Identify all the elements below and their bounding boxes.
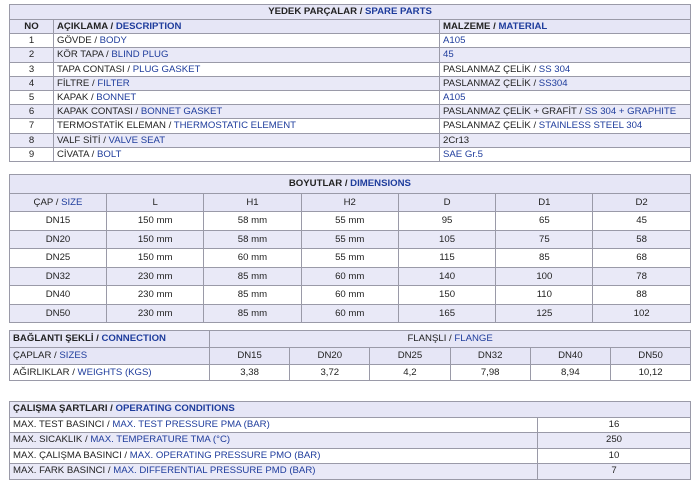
- connection-size: DN32: [450, 347, 530, 364]
- part-number: 5: [10, 91, 54, 105]
- dimension-cell: 60 mm: [301, 286, 398, 305]
- part-number: 2: [10, 48, 54, 62]
- connection-weight: 3,38: [210, 364, 290, 381]
- connection-weight: 8,94: [530, 364, 610, 381]
- description-header: AÇIKLAMA / DESCRIPTION: [54, 20, 440, 34]
- connection-weight: 7,98: [450, 364, 530, 381]
- dimensions-header-row: [10, 193, 691, 212]
- operating-title: ÇALIŞMA ŞARTLARI / OPERATING CONDITIONS: [10, 402, 691, 418]
- dimension-column-header: D1: [496, 193, 593, 212]
- spare-part-row: [10, 133, 691, 147]
- connection-table: [9, 330, 691, 381]
- dimension-cell: 75: [496, 230, 593, 249]
- spare-part-row: [10, 62, 691, 76]
- dimension-row: [10, 212, 691, 231]
- part-material: 45: [440, 48, 691, 62]
- part-description: TAPA CONTASI / PLUG GASKET: [54, 62, 440, 76]
- dimension-cell: 150 mm: [107, 249, 204, 268]
- part-material: PASLANMAZ ÇELİK + GRAFİT / SS 304 + GRAPHITE: [440, 105, 691, 119]
- dimension-cell: 78: [593, 267, 690, 286]
- dimension-cell: 230 mm: [107, 304, 204, 323]
- spare-parts-table: [9, 4, 691, 162]
- operating-row: [10, 433, 691, 449]
- spare-parts-title: YEDEK PARÇALAR / SPARE PARTS: [10, 5, 691, 20]
- dimension-cell: 140: [398, 267, 495, 286]
- part-material: PASLANMAZ ÇELİK / SS 304: [440, 62, 691, 76]
- part-number: 1: [10, 34, 54, 48]
- part-material: A105: [440, 91, 691, 105]
- dimension-cell: 58 mm: [204, 212, 301, 231]
- dimensions-table: [9, 174, 691, 323]
- spare-parts-header-row: [10, 20, 691, 34]
- connection-size: DN40: [530, 347, 610, 364]
- dimension-column-header: H2: [301, 193, 398, 212]
- connection-weight: 10,12: [610, 364, 690, 381]
- part-description: KÖR TAPA / BLIND PLUG: [54, 48, 440, 62]
- spare-part-row: [10, 119, 691, 133]
- part-description: KAPAK CONTASI / BONNET GASKET: [54, 105, 440, 119]
- dimension-cell: 60 mm: [204, 249, 301, 268]
- dimension-cell: 102: [593, 304, 690, 323]
- dimension-row: [10, 230, 691, 249]
- sizes-label: ÇAPLAR / SIZES: [10, 347, 210, 364]
- dimension-cell: 110: [496, 286, 593, 305]
- dimension-cell: 58: [593, 230, 690, 249]
- spare-part-row: [10, 76, 691, 90]
- dimension-cell: 88: [593, 286, 690, 305]
- part-number: 7: [10, 119, 54, 133]
- connection-weights-row: [10, 364, 691, 381]
- dimension-cell: 105: [398, 230, 495, 249]
- part-description: CİVATA / BOLT: [54, 147, 440, 161]
- size-header: ÇAP / SIZE: [10, 193, 107, 212]
- part-description: GÖVDE / BODY: [54, 34, 440, 48]
- dimension-column-header: H1: [204, 193, 301, 212]
- dimension-cell: DN15: [10, 212, 107, 231]
- dimension-column-header: D: [398, 193, 495, 212]
- dimension-cell: 45: [593, 212, 690, 231]
- no-header: NO: [10, 20, 54, 34]
- part-description: VALF SİTİ / VALVE SEAT: [54, 133, 440, 147]
- connection-weight: 3,72: [290, 364, 370, 381]
- part-material: 2Cr13: [440, 133, 691, 147]
- connection-sizes-row: [10, 347, 691, 364]
- part-description: TERMOSTATİK ELEMAN / THERMOSTATIC ELEMENT: [54, 119, 440, 133]
- dimension-cell: 150 mm: [107, 212, 204, 231]
- operating-value: 7: [538, 464, 691, 480]
- dimension-cell: 60 mm: [301, 267, 398, 286]
- weights-label: AĞIRLIKLAR / WEIGHTS (KGS): [10, 364, 210, 381]
- operating-label: MAX. TEST BASINCI / MAX. TEST PRESSURE PMA (BAR): [10, 417, 538, 433]
- spare-part-row: [10, 91, 691, 105]
- part-description: KAPAK / BONNET: [54, 91, 440, 105]
- dimension-cell: 125: [496, 304, 593, 323]
- dimension-cell: 58 mm: [204, 230, 301, 249]
- dimension-cell: 95: [398, 212, 495, 231]
- part-material: SAE Gr.5: [440, 147, 691, 161]
- dimension-cell: 165: [398, 304, 495, 323]
- part-material: PASLANMAZ ÇELİK / STAINLESS STEEL 304: [440, 119, 691, 133]
- dimension-cell: 150 mm: [107, 230, 204, 249]
- dimension-cell: DN50: [10, 304, 107, 323]
- connection-size: DN15: [210, 347, 290, 364]
- connection-size: DN50: [610, 347, 690, 364]
- operating-row: [10, 464, 691, 480]
- part-number: 3: [10, 62, 54, 76]
- dimension-cell: DN20: [10, 230, 107, 249]
- dimension-column-header: L: [107, 193, 204, 212]
- operating-row: [10, 448, 691, 464]
- dimension-row: [10, 304, 691, 323]
- dimension-cell: 150: [398, 286, 495, 305]
- dimension-cell: 65: [496, 212, 593, 231]
- spare-part-row: [10, 34, 691, 48]
- dimension-row: [10, 286, 691, 305]
- operating-conditions-table: [9, 401, 691, 480]
- dimension-cell: 85 mm: [204, 304, 301, 323]
- part-number: 8: [10, 133, 54, 147]
- operating-value: 10: [538, 448, 691, 464]
- dimension-cell: 55 mm: [301, 230, 398, 249]
- dimension-cell: DN40: [10, 286, 107, 305]
- dimension-cell: 60 mm: [301, 304, 398, 323]
- operating-label: MAX. FARK BASINCI / MAX. DIFFERENTIAL PRESSURE PMD (BAR): [10, 464, 538, 480]
- dimension-column-header: D2: [593, 193, 690, 212]
- dimension-cell: 85 mm: [204, 267, 301, 286]
- dimension-cell: 55 mm: [301, 249, 398, 268]
- material-header: MALZEME / MATERIAL: [440, 20, 691, 34]
- operating-label: MAX. SICAKLIK / MAX. TEMPERATURE TMA (°C): [10, 433, 538, 449]
- dimension-cell: DN32: [10, 267, 107, 286]
- dimension-cell: 85: [496, 249, 593, 268]
- operating-row: [10, 417, 691, 433]
- connection-title: BAĞLANTI ŞEKLİ / CONNECTION: [10, 331, 210, 348]
- operating-value: 250: [538, 433, 691, 449]
- spare-part-row: [10, 105, 691, 119]
- dimensions-title: BOYUTLAR / DIMENSIONS: [10, 175, 691, 194]
- connection-type: FLANŞLI / FLANGE: [210, 331, 691, 348]
- dimension-cell: 100: [496, 267, 593, 286]
- dimension-cell: 68: [593, 249, 690, 268]
- dimension-row: [10, 267, 691, 286]
- part-number: 9: [10, 147, 54, 161]
- dimension-cell: 115: [398, 249, 495, 268]
- connection-size: DN25: [370, 347, 450, 364]
- part-description: FİLTRE / FILTER: [54, 76, 440, 90]
- dimension-row: [10, 249, 691, 268]
- spare-part-row: [10, 48, 691, 62]
- part-number: 6: [10, 105, 54, 119]
- spare-part-row: [10, 147, 691, 161]
- dimension-cell: 230 mm: [107, 267, 204, 286]
- operating-label: MAX. ÇALIŞMA BASINCI / MAX. OPERATING PRESSURE PMO (BAR): [10, 448, 538, 464]
- part-material: A105: [440, 34, 691, 48]
- dimension-cell: 85 mm: [204, 286, 301, 305]
- dimension-cell: 55 mm: [301, 212, 398, 231]
- connection-weight: 4,2: [370, 364, 450, 381]
- part-material: PASLANMAZ ÇELİK / SS304: [440, 76, 691, 90]
- dimension-cell: 230 mm: [107, 286, 204, 305]
- part-number: 4: [10, 76, 54, 90]
- dimension-cell: DN25: [10, 249, 107, 268]
- connection-size: DN20: [290, 347, 370, 364]
- operating-value: 16: [538, 417, 691, 433]
